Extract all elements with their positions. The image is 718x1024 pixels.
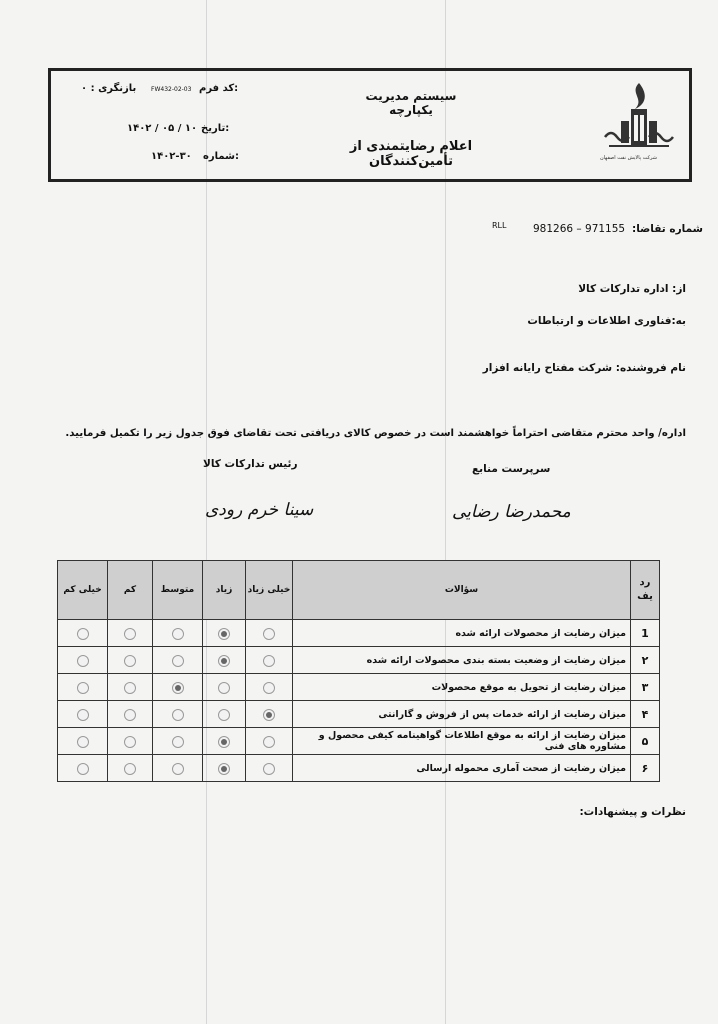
option-cell-very-low: [58, 647, 108, 674]
option-cell-medium: [153, 728, 203, 755]
radio-very-low[interactable]: [77, 736, 89, 748]
table-row: [58, 647, 660, 674]
radio-very-low[interactable]: [77, 628, 89, 640]
option-cell-medium: [153, 755, 203, 782]
date-value: ۱۴۰۲ / ۰۵ / ۱۰: [127, 123, 198, 134]
option-cell-high: [203, 701, 246, 728]
option-cell-low: [108, 620, 153, 647]
question-text: میزان رضایت از وضعیت بسته بندی محصولات ارائه شده: [293, 647, 631, 674]
radio-very-high[interactable]: [263, 628, 275, 640]
table-row: [58, 620, 660, 647]
option-cell-high: [203, 755, 246, 782]
radio-high[interactable]: [218, 736, 230, 748]
option-cell-medium: [153, 674, 203, 701]
radio-high[interactable]: [218, 628, 230, 640]
system-title: سیستم مدیریت یکپارچه: [365, 89, 457, 117]
option-cell-very-high: [246, 701, 293, 728]
option-cell-very-low: [58, 728, 108, 755]
request-suffix: RLL: [492, 221, 507, 230]
logo-caption: شرکت پالایش نفت اصفهان: [599, 155, 657, 161]
option-cell-high: [203, 620, 246, 647]
option-cell-low: [108, 647, 153, 674]
option-cell-medium: [153, 620, 203, 647]
question-text: میزان رضایت از ارائه خدمات پس از فروش و گارانتی: [293, 701, 631, 728]
option-cell-very-low: [58, 674, 108, 701]
row-number: ۴: [631, 701, 660, 728]
radio-low[interactable]: [124, 736, 136, 748]
radio-low[interactable]: [124, 709, 136, 721]
form-header: [48, 68, 692, 182]
number-value: ۱۴۰۲-۳۰: [151, 151, 192, 162]
option-cell-medium: [153, 647, 203, 674]
option-cell-low: [108, 755, 153, 782]
row-number: 1: [631, 620, 660, 647]
radio-very-low[interactable]: [77, 655, 89, 667]
radio-medium[interactable]: [172, 628, 184, 640]
question-text: میزان رضایت از تحویل به موقع محصولات: [293, 674, 631, 701]
question-text: میزان رضایت از صحت آماری محموله ارسالی: [293, 755, 631, 782]
option-cell-very-low: [58, 701, 108, 728]
radio-very-low[interactable]: [77, 709, 89, 721]
radio-very-high[interactable]: [263, 763, 275, 775]
table-row: [58, 674, 660, 701]
option-header-low: کم: [108, 561, 153, 620]
radio-very-low[interactable]: [77, 682, 89, 694]
comments-label: نظرات و پیشنهادات:: [579, 806, 686, 818]
radio-low[interactable]: [124, 655, 136, 667]
option-cell-very-high: [246, 647, 293, 674]
table-row: [58, 701, 660, 728]
radio-medium[interactable]: [172, 682, 184, 694]
radio-low[interactable]: [124, 763, 136, 775]
row-number: ۵: [631, 728, 660, 755]
option-cell-low: [108, 728, 153, 755]
option-cell-very-low: [58, 755, 108, 782]
radio-very-high[interactable]: [263, 736, 275, 748]
radio-very-high[interactable]: [263, 655, 275, 667]
question-text: میزان رضایت از ارائه به موقع اطلاعات گواهینامه کیفی محصول و مشاوره های فنی: [293, 728, 631, 755]
table-row: [58, 755, 660, 782]
radio-high[interactable]: [218, 682, 230, 694]
row-number-header-line1: رد: [639, 577, 651, 588]
radio-low[interactable]: [124, 628, 136, 640]
radio-high[interactable]: [218, 655, 230, 667]
option-cell-high: [203, 728, 246, 755]
option-cell-very-high: [246, 674, 293, 701]
radio-medium[interactable]: [172, 736, 184, 748]
resources-supervisor-signature: محمدرضا رضایی: [452, 502, 571, 522]
table-row: [58, 728, 660, 755]
radio-high[interactable]: [218, 709, 230, 721]
option-header-very-high: خیلی زیاد: [246, 561, 293, 620]
option-header-medium: متوسط: [153, 561, 203, 620]
number-label: شماره:: [203, 151, 239, 162]
radio-low[interactable]: [124, 682, 136, 694]
option-cell-very-high: [246, 755, 293, 782]
question-text: میزان رضایت از محصولات ارائه شده: [293, 620, 631, 647]
table-header-row: [58, 561, 660, 620]
option-cell-very-high: [246, 728, 293, 755]
option-header-very-low: خیلی کم: [58, 561, 108, 620]
option-cell-medium: [153, 701, 203, 728]
radio-very-high[interactable]: [263, 709, 275, 721]
request-number-value: 981266 – 971155: [533, 223, 626, 235]
row-number-header: [631, 561, 660, 620]
option-cell-low: [108, 674, 153, 701]
form-code-label: کد فرم:: [199, 83, 239, 94]
option-cell-very-low: [58, 620, 108, 647]
question-header: سؤالات: [293, 561, 631, 620]
option-cell-very-high: [246, 620, 293, 647]
form-code-value: FW432-02-03: [151, 86, 192, 93]
date-label: تاریخ:: [201, 123, 230, 134]
option-header-high: زیاد: [203, 561, 246, 620]
radio-medium[interactable]: [172, 709, 184, 721]
radio-very-high[interactable]: [263, 682, 275, 694]
satisfaction-table: [57, 560, 660, 782]
instruction-text: اداره/ واحد محترم متقاضی احتراماً خواهشمند است در خصوص کالای دریافتی تحت تقاضای فوق جدول زیر را تکمیل فرمایید.: [65, 428, 686, 439]
to-line: به:فناوری اطلاعات و ارتباطات: [527, 315, 686, 327]
resources-supervisor-title: سرپرست منابع: [472, 463, 551, 475]
row-number: ۲: [631, 647, 660, 674]
row-number: ۶: [631, 755, 660, 782]
procurement-head-title: رئیس تدارکات کالا: [203, 458, 298, 470]
revision-label: بازنگری : ۰: [81, 83, 137, 94]
row-number-header-line2: یف: [637, 591, 653, 602]
row-number: ۳: [631, 674, 660, 701]
option-cell-low: [108, 701, 153, 728]
radio-medium[interactable]: [172, 763, 184, 775]
procurement-head-signature: سینا خرم رودی: [205, 500, 314, 520]
radio-very-low[interactable]: [77, 763, 89, 775]
from-line: از: اداره تدارکات کالا: [578, 283, 686, 295]
form-title: اعلام رضایتمندی از تأمین‌کنندگان: [349, 139, 473, 169]
option-cell-high: [203, 647, 246, 674]
radio-high[interactable]: [218, 763, 230, 775]
request-number-label: شماره تقاضا:: [632, 223, 703, 235]
company-logo-icon: [599, 79, 679, 171]
vendor-line: نام فروشنده: شرکت مفتاح رایانه افزار: [482, 362, 686, 374]
option-cell-high: [203, 674, 246, 701]
radio-medium[interactable]: [172, 655, 184, 667]
